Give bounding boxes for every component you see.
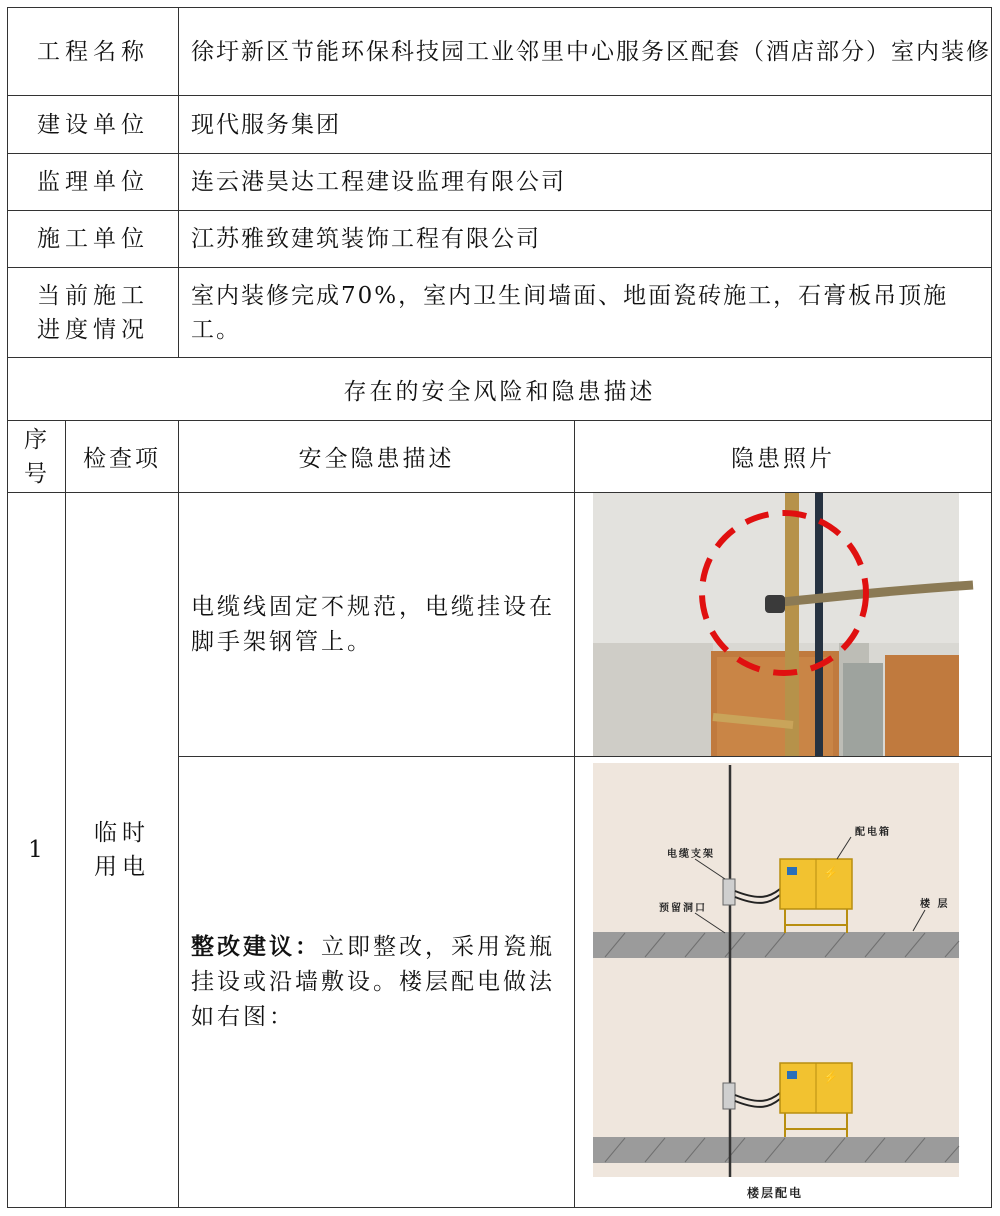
supervisor-label: 监理单位 [8, 154, 179, 211]
row-owner [8, 96, 992, 154]
progress-label: 当前施工进度情况 [8, 268, 179, 358]
row-supervisor [8, 154, 992, 211]
label-reserved-opening: 预留洞口 [659, 903, 707, 914]
label-distribution-box: 配电箱 [855, 827, 891, 838]
svg-text:⚡: ⚡ [823, 1070, 840, 1084]
col-item-header: 检查项 [66, 421, 179, 493]
owner-value: 现代服务集团 [179, 96, 992, 154]
diagram-cell [575, 757, 992, 1208]
contractor-value: 江苏雅致建筑装饰工程有限公司 [179, 211, 992, 268]
col-seq-header: 序号 [8, 421, 66, 493]
row1-suggestion [179, 757, 575, 1208]
row-project-name [8, 8, 992, 96]
suggestion-text: 立即整改，采用瓷瓶挂设或沿墙敷设。楼层配电做法如右图： [191, 934, 555, 1030]
inspection-table [7, 7, 992, 1208]
hazard-photo [575, 493, 992, 756]
project-name-value: 徐圩新区节能环保科技园工业邻里中心服务区配套（酒店部分）室内装修 [179, 8, 992, 96]
diagram-wall [593, 763, 959, 1177]
label-cable-support: 电缆支架 [667, 849, 715, 860]
row-section-title [8, 358, 992, 421]
progress-value: 室内装修完成70%，室内卫生间墙面、地面瓷砖施工，石膏板吊顶施工。 [179, 268, 992, 358]
contractor-label: 施工单位 [8, 211, 179, 268]
row-column-headers [8, 421, 992, 493]
section-title: 存在的安全风险和隐患描述 [8, 358, 992, 421]
cable-support-lower [723, 1083, 735, 1109]
row-progress [8, 268, 992, 358]
col-photo-header: 隐患照片 [575, 421, 992, 493]
label-floor: 楼 层 [920, 899, 950, 910]
cable-support-upper [723, 879, 735, 905]
row1-seq: 1 [8, 493, 66, 1208]
row-contractor [8, 211, 992, 268]
col-desc-header: 安全隐患描述 [179, 421, 575, 493]
diagram-caption: 楼层配电 [746, 1186, 804, 1200]
svg-text:⚡: ⚡ [823, 866, 840, 880]
row-hazard-1 [8, 493, 992, 757]
floor-distribution-diagram [575, 757, 992, 1207]
row1-item: 临时用电 [66, 493, 179, 1208]
project-name-label: 工程名称 [8, 8, 179, 96]
hazard-photo-cell [575, 493, 992, 757]
suggestion-label: 整改建议： [191, 933, 321, 960]
owner-label: 建设单位 [8, 96, 179, 154]
row1-hazard-desc: 电缆线固定不规范，电缆挂设在脚手架钢管上。 [179, 493, 575, 757]
supervisor-value: 连云港昊达工程建设监理有限公司 [179, 154, 992, 211]
